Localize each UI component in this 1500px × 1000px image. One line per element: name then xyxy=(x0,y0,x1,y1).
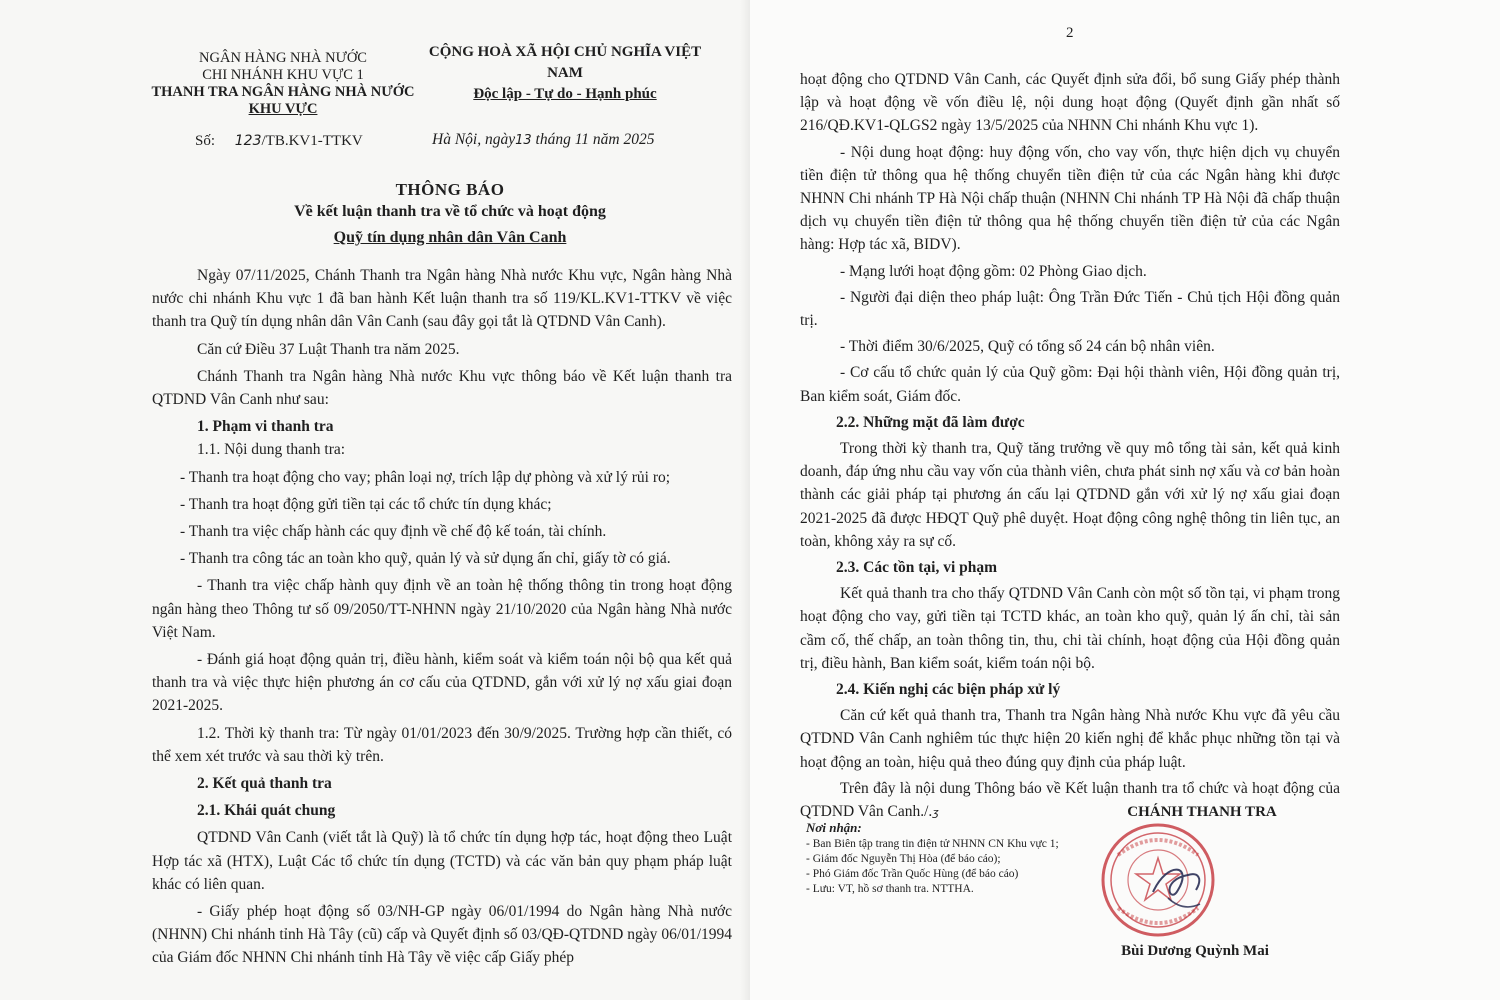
agency-line-3: THANH TRA NGÂN HÀNG NHÀ NƯỚC xyxy=(151,84,415,100)
list-item: - Mạng lưới hoạt động gồm: 02 Phòng Giao dịch. xyxy=(840,262,1147,280)
notice-subtitle: Về kết luận thanh tra về tổ chức và hoạt động xyxy=(294,203,606,220)
left-body xyxy=(152,264,732,970)
recipients-label: Nơi nhận: xyxy=(806,820,862,835)
paragraph: Căn cứ kết quả thanh tra, Thanh tra Ngân hàng Nhà nước Khu vực đã yêu cầu QTDND Vân Canh nghiêm túc thực hiện 20 kiến nghị để khắc phục những tồn tại và hoạt động an toàn, hiệu quả theo đúng quy định của pháp luật. xyxy=(800,707,1340,771)
notice-subject: Quỹ tín dụng nhân dân Vân Canh xyxy=(333,229,567,246)
recipient-item: - Giám đốc Nguyễn Thị Hòa (để báo cáo); xyxy=(806,853,1001,865)
date-rest: tháng 11 năm 2025 xyxy=(535,131,655,148)
paragraph: - Nội dung hoạt động: huy động vốn, cho vay vốn, thực hiện dịch vụ chuyển tiền điện tử thông qua hệ thống chuyển tiền điện tử của các Ngân hàng khi được NHNN Chi nhánh TP Hà Nội chấp thuận (NHNN Chi nhánh TP Hà Nội đã chấp thuận dịch vụ chuyển tiền điện tử thông qua hệ thống chuyển tiền điện tử của các Ngân hàng: Hợp tác xã, BIDV). xyxy=(800,143,1340,254)
list-item: - Thời điểm 30/6/2025, Quỹ có tổng số 24 cán bộ nhân viên. xyxy=(840,338,1215,356)
official-stamp-icon xyxy=(1098,820,1218,940)
recipient-item: - Phó Giám đốc Trần Quốc Hùng (để báo cáo) xyxy=(806,868,1019,880)
paragraph: hoạt động cho QTDND Vân Canh, các Quyết định sửa đổi, bổ sung Giấy phép thành lập và hoạt động về vốn điều lệ, nội dung hoạt động (Quyết định gần nhất số 216/QĐ.KV1-QLGS2 ngày 13/5/2025 của NHNN Chi nhánh Khu vực 1). xyxy=(800,71,1340,135)
agency-line-4: KHU VỰC xyxy=(248,101,318,117)
closing-text: Trên đây là nội dung Thông báo về Kết luận thanh tra tổ chức và hoạt động của QTDND Vân Canh./. xyxy=(800,779,1340,821)
nation-title: CỘNG HOÀ XÃ HỘI CHỦ NGHĨA VIỆT NAM xyxy=(428,44,702,81)
section-heading: 2.1. Khái quát chung xyxy=(197,802,336,820)
list-item: - Thanh tra công tác an toàn kho quỹ, quản lý và sử dụng ấn chỉ, giấy tờ có giá. xyxy=(180,550,671,568)
list-item: - Thanh tra hoạt động gửi tiền tại các tổ chức tín dụng khác; xyxy=(180,495,552,513)
right-page xyxy=(750,0,1500,1000)
document-number-label: Số: xyxy=(195,133,216,149)
paragraph: Ngày 07/11/2025, Chánh Thanh tra Ngân hàng Nhà nước Khu vực, Ngân hàng Nhà nước chi nhánh Khu vực 1 đã ban hành Kết luận thanh tra số 119/KL.KV1-TTKV về việc thanh tra Quỹ tín dụng nhân dân Vân Canh (sau đây gọi tắt là QTDND Vân Canh). xyxy=(152,267,732,331)
section-heading: 1. Phạm vi thanh tra xyxy=(197,418,334,436)
recipient-item: - Lưu: VT, hồ sơ thanh tra. NTTHA. xyxy=(806,883,974,895)
right-body xyxy=(800,68,1340,824)
date-day-handwritten: 13 xyxy=(515,133,532,148)
paragraph: 1.1. Nội dung thanh tra: xyxy=(197,441,346,459)
paragraph: Căn cứ Điều 37 Luật Thanh tra năm 2025. xyxy=(197,340,460,358)
page-number: 2 xyxy=(1066,25,1074,41)
initial-mark-icon: ʒ xyxy=(932,806,939,820)
section-heading: 2. Kết quả thanh tra xyxy=(197,775,332,793)
paragraph: 1.2. Thời kỳ thanh tra: Từ ngày 01/01/2023 đến 30/9/2025. Trường hợp cần thiết, có thể xem xét trước và sau thời kỳ trên. xyxy=(152,724,732,765)
list-item: - Thanh tra hoạt động cho vay; phân loại nợ, trích lập dự phòng và xử lý rủi ro; xyxy=(180,468,671,486)
section-heading: 2.4. Kiến nghị các biện pháp xử lý xyxy=(836,681,1061,699)
paragraph: Kết quả thanh tra cho thấy QTDND Vân Canh còn một số tồn tại, vi phạm trong hoạt động cho vay, gửi tiền tại TCTD khác, an toàn kho quỹ, quản lý ấn chỉ, tài sản cầm cố, thế chấp, an toàn thông tin, thu, chi tài chính, hoạt động của Hội đồng quản trị, điều hành, Ban kiểm soát, kiểm toán nội bộ. xyxy=(800,585,1340,672)
agency-line-2: CHI NHÁNH KHU VỰC 1 xyxy=(202,67,364,83)
agency-line-1: NGÂN HÀNG NHÀ NƯỚC xyxy=(199,50,367,66)
notice-title: THÔNG BÁO xyxy=(395,180,505,199)
paragraph: Chánh Thanh tra Ngân hàng Nhà nước Khu vực thông báo về Kết luận thanh tra QTDND Vân Canh như sau: xyxy=(152,367,732,409)
list-item: - Đánh giá hoạt động quản trị, điều hành, kiểm soát và kiểm toán nội bộ qua kết quả thanh tra và việc thực hiện phương án cơ cấu của QTDND, gắn với xử lý nợ xấu giai đoạn 2021-2025. xyxy=(152,651,732,715)
list-item: - Thanh tra việc chấp hành các quy định về chế độ kế toán, tài chính. xyxy=(180,523,607,541)
list-item: - Cơ cấu tổ chức quản lý của Quỹ gồm: Đại hội thành viên, Hội đồng quản trị, Ban kiểm soát, Giám đốc. xyxy=(800,364,1340,405)
national-header xyxy=(410,42,720,105)
signer-name: Bùi Dương Quỳnh Mai xyxy=(1121,943,1269,959)
document-date xyxy=(432,131,655,149)
recipients-block xyxy=(806,820,1086,897)
document-number-code: /TB.KV1-TTKV xyxy=(261,133,363,149)
issuing-agency-block xyxy=(148,50,418,118)
signer-title: CHÁNH THANH TRA xyxy=(1127,804,1277,820)
paragraph: - Giấy phép hoạt động số 03/NH-GP ngày 06/01/1994 do Ngân hàng Nhà nước (NHNN) Chi nhánh tỉnh Hà Tây (cũ) cấp và Quyết định số 03/QĐ-QTDND ngày 06/01/1994 của Giám đốc NHNN Chi nhánh tỉnh Hà Tây về việc cấp Giấy phép xyxy=(152,903,732,967)
paragraph: QTDND Vân Canh (viết tắt là Quỹ) là tổ chức tín dụng hợp tác, hoạt động theo Luật Hợp tác xã (HTX), Luật Các tổ chức tín dụng (TCTD) và các văn bản quy phạm pháp luật khác có liên quan. xyxy=(152,829,732,893)
section-heading: 2.2. Những mặt đã làm được xyxy=(836,413,1025,431)
document-number-handwritten: 123 xyxy=(234,133,262,149)
list-item: - Thanh tra việc chấp hành quy định về an toàn hệ thống thông tin trong hoạt động ngân hàng theo Thông tư số 09/2050/TT-NHNN ngày 21/10/2020 của Ngân hàng Nhà nước Việt Nam. xyxy=(152,577,732,641)
date-prefix: Hà Nội, ngày xyxy=(432,131,516,148)
paragraph: Trong thời kỳ thanh tra, Quỹ tăng trưởng về quy mô tổng tài sản, kết quả kinh doanh, đáp ứng nhu cầu vay vốn của thành viên, chưa phát sinh nợ xấu và cơ bản hoàn thành các giải pháp tại phương án cấu lại QTDND gắn với xử lý nợ xấu giai đoạn 2021-2025 đã được HĐQT Quỹ phê duyệt. Hoạt động công nghệ thông tin liên tục, an toàn, không xảy ra sự cố. xyxy=(800,440,1340,550)
national-motto: Độc lập - Tự do - Hạnh phúc xyxy=(473,86,657,102)
document-number xyxy=(195,133,363,150)
section-heading: 2.3. Các tồn tại, vi phạm xyxy=(836,559,998,577)
list-item: - Người đại diện theo pháp luật: Ông Trần Đức Tiến - Chủ tịch Hội đồng quản trị. xyxy=(800,288,1340,330)
recipient-item: - Ban Biên tập trang tin điện tử NHNN CN Khu vực 1; xyxy=(806,838,1059,850)
